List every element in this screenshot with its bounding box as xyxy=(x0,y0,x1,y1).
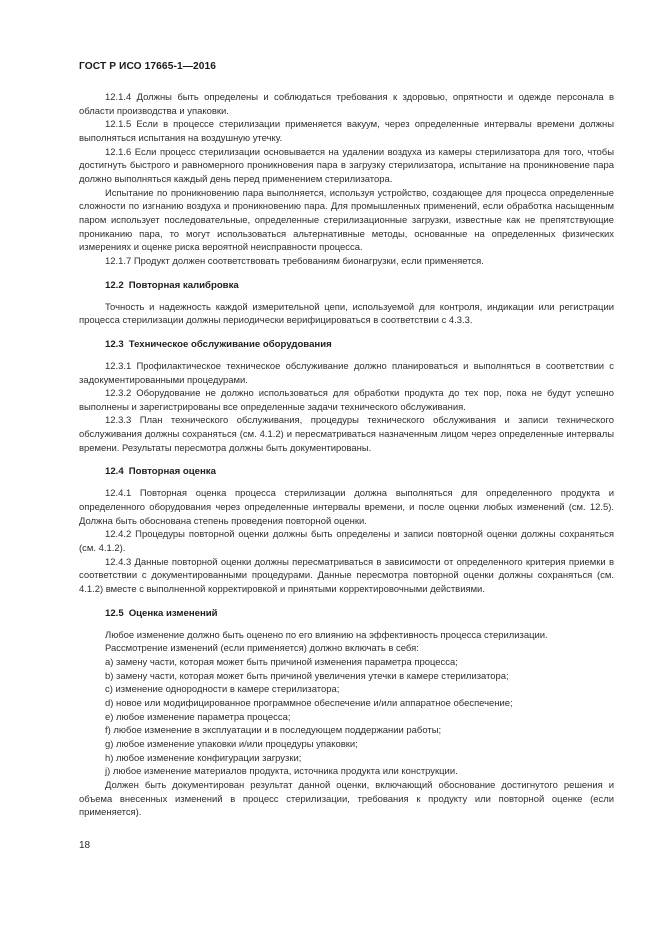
list-item: g) любое изменение упаковки и/или процедуры упаковки; xyxy=(105,738,358,750)
section-title: Повторная калибровка xyxy=(128,279,239,291)
paragraph: Испытание по проникновению пара выполняется, используя устройство, создающее для процесса определенные сложности по изгнанию воздуха и проникновению пара. Для промышленных применений, если обработка насыщенным паром использует последовательные, определенные стерилизационные загрузки, известные как не препятствующие прониканию пара, то могут использоваться альтернативные методы, основанные на определенных физических измерениях и оценке риска вероятной неисправности процесса. xyxy=(79,187,614,254)
paragraph: Должен быть документирован результат данной оценки, включающий обоснование достигнутого решения и объема внесенных изменений в процесс стерилизации, требования к продукту или повторной оценке (если применяется). xyxy=(79,779,614,819)
section-number: 12.4 xyxy=(105,466,124,478)
section-title: Техническое обслуживание оборудования xyxy=(128,338,332,350)
document-header: ГОСТ Р ИСО 17665-1—2016 xyxy=(79,61,217,72)
list-item: c) изменение однородности в камере стерилизатора; xyxy=(105,684,340,696)
paragraph: 12.4.2 Процедуры повторной оценки должны быть определены и записи повторной оценки должны сохраняться (см. 4.1.2). xyxy=(79,529,614,555)
section-number: 12.5 xyxy=(105,607,124,619)
section-heading xyxy=(79,279,614,292)
list-item: f) любое изменение в эксплуатации и в последующем поддержании работы; xyxy=(105,725,442,737)
list-item: j) любое изменение материалов продукта, источника продукта или конструкции. xyxy=(105,766,458,778)
document-body xyxy=(79,91,614,820)
list-item: Рассмотрение изменений (если применяется) должно включать в себя: xyxy=(105,643,419,655)
page-number: 18 xyxy=(79,840,91,851)
section-number: 12.2 xyxy=(105,279,124,291)
paragraph: 12.3.2 Оборудование не должно использоваться для обработки продукта до тех пор, пока не будут успешно выполнены и зарегистрированы все определенные задачи технического обслуживания. xyxy=(79,388,614,413)
paragraph: 12.1.4 Должны быть определены и соблюдаться требования к здоровью, опрятности и одежде персонала в области производства и упаковки. xyxy=(79,92,614,117)
list-item: e) любое изменение параметра процесса; xyxy=(105,711,291,723)
section-heading xyxy=(79,338,614,351)
section-title: Повторная оценка xyxy=(128,466,216,478)
list-item: a) замену части, которая может быть причиной изменения параметра процесса; xyxy=(105,657,458,668)
list-item: h) любое изменение конфигурации загрузки; xyxy=(105,752,302,764)
section-heading xyxy=(79,465,614,478)
paragraph: 12.4.1 Повторная оценка процесса стерилизации должна выполняться для определенного продукта и определенного оборудования через определенные интервалы времени, и после оценки любых изменений (см. 12.5). Должна быть обоснована степень проведения повторной оценки. xyxy=(79,488,614,527)
paragraph: 12.1.5 Если в процессе стерилизации применяется вакуум, через определенные интервалы времени должны выполняться испытания на воздушную утечку. xyxy=(79,119,614,144)
section-title: Оценка изменений xyxy=(128,607,218,619)
paragraph: Точность и надежность каждой измерительной цепи, используемой для контроля, индикации или регистрации процесса стерилизации должны периодически верифицироваться в соответствии с 4.3.3. xyxy=(79,301,614,327)
paragraph: 12.4.3 Данные повторной оценки должны пересматриваться в зависимости от определенного критерия приемки в соответствии с документированными процедурами. Данные пересмотра повторной оценки должны сохраняться (см. 4.1.2) вместе с выполненной корректировкой и принятыми корректировочными действиями. xyxy=(79,556,614,596)
list-item: b) замену части, которая может быть причиной увеличения утечки в камере стерилизатора; xyxy=(105,670,509,682)
paragraph: 12.1.7 Продукт должен соответствовать требованиям бионагрузки, если применяется. xyxy=(105,255,484,267)
paragraph: 12.3.3 План технического обслуживания, процедуры технического обслуживания и записи технического обслуживания должны сохраняться (см. 4.1.2) и пересматриваться назначенным лицом через определенные интервалы времени. Результаты пересмотра должны быть документированы. xyxy=(79,415,614,454)
paragraph: 12.3.1 Профилактическое техническое обслуживание должно планироваться и выполняться в соответствии с задокументированными процедурами. xyxy=(79,360,614,386)
paragraph: Любое изменение должно быть оценено по его влиянию на эффективность процесса стерилизации. xyxy=(105,629,548,641)
paragraph: 12.1.6 Если процесс стерилизации основывается на удалении воздуха из камеры стерилизатора для того, чтобы достигнуть быстрого и равномерного проникновения пара в загрузку стерилизатора, испытание на проникновение пара должно выполняться каждый день перед применением стерилизатора. xyxy=(79,146,614,185)
list-item: d) новое или модифицированное программное обеспечение и/или аппаратное обеспечение; xyxy=(105,697,513,709)
section-number: 12.3 xyxy=(105,338,124,350)
section-heading xyxy=(79,607,614,620)
